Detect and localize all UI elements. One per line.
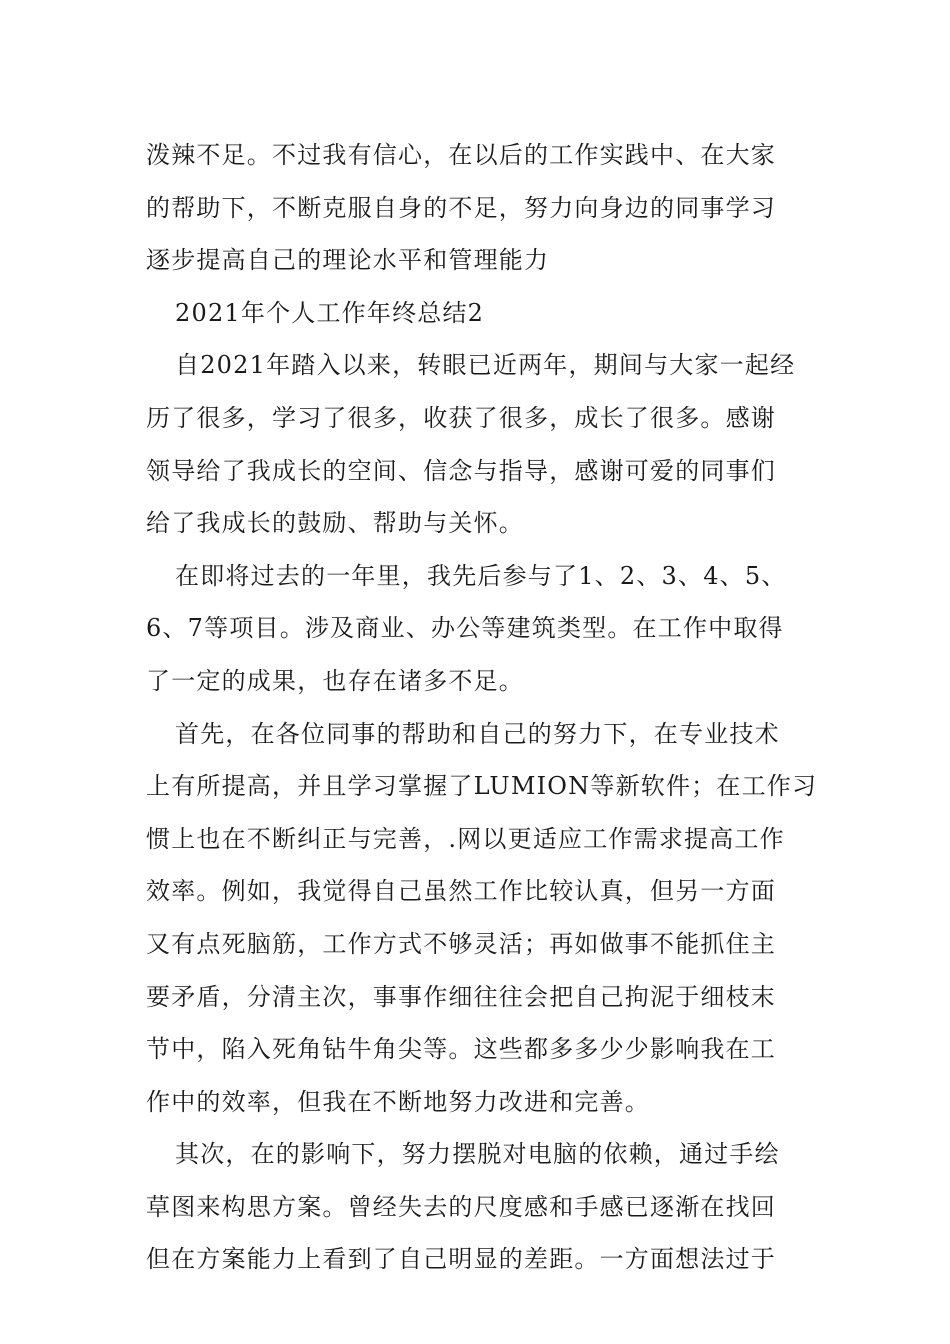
text-line: 效率。例如，我觉得自己虽然工作比较认真，但另一方面 — [146, 877, 776, 906]
text-line: 6、7等项目。涉及商业、办公等建筑类型。在工作中取得 — [146, 614, 784, 643]
text-line: 作中的效率，但我在不断地努力改进和完善。 — [146, 1087, 650, 1116]
text-line: 泼辣不足。不过我有信心，在以后的工作实践中、在大家 — [146, 141, 776, 169]
text-line: 但在方案能力上看到了自己明显的差距。一方面想法过于 — [146, 1245, 776, 1274]
text-line: 的帮助下，不断克服自身的不足，努力向身边的同事学习 — [146, 193, 776, 222]
text-line: 逐步提高自己的理论水平和管理能力 — [146, 246, 550, 275]
text-line: 自2021年踏入以来，转眼已近两年，期间与大家一起经 — [175, 351, 796, 380]
text-line: 要矛盾，分清主次，事事作细往往会把自己拘泥于细枝末 — [146, 982, 776, 1011]
text-line: 给了我成长的鼓励、帮助与关怀。 — [146, 509, 524, 538]
document-body — [146, 129, 818, 1286]
text-line: 历了很多，学习了很多，收获了很多，成长了很多。感谢 — [146, 403, 776, 432]
text-line: 了一定的成果，也存在诸多不足。 — [146, 666, 524, 695]
text-line: 2021年个人工作年终总结2 — [175, 298, 485, 327]
text-line: 其次，在的影响下，努力摆脱对电脑的依赖，通过手绘 — [175, 1140, 780, 1169]
text-line: 在即将过去的一年里，我先后参与了1、2、3、4、5、 — [175, 561, 787, 590]
text-line: 节中，陷入死角钻牛角尖等。这些都多多少少影响我在工 — [146, 1035, 776, 1064]
text-line: 草图来构思方案。曾经失去的尺度感和手感已逐渐在找回 — [146, 1192, 776, 1221]
text-line: 上有所提高，并且学习掌握了LUMION等新软件；在工作习 — [146, 772, 818, 801]
text-line: 又有点死脑筋，工作方式不够灵活；再如做事不能抓住主 — [146, 929, 776, 958]
text-line: 首先，在各位同事的帮助和自己的努力下，在专业技术 — [175, 719, 780, 748]
text-line: 领导给了我成长的空间、信念与指导，感谢可爱的同事们 — [146, 456, 776, 485]
text-line: 惯上也在不断纠正与完善，.网以更适应工作需求提高工作 — [146, 824, 785, 853]
